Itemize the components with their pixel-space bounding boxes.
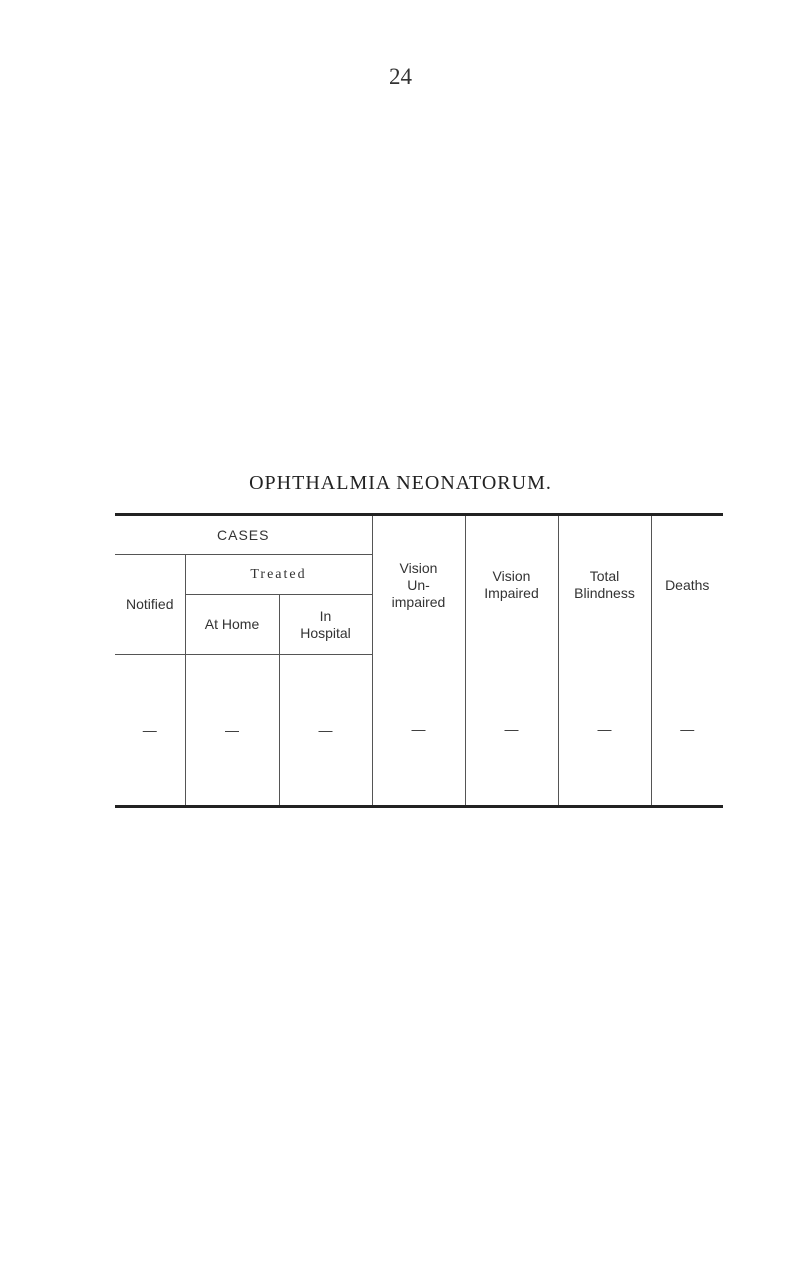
total-blindness-line2: Blindness (574, 585, 635, 602)
notified-header: Notified (115, 555, 185, 655)
vision-impaired-line1: Vision (492, 568, 531, 585)
vision-unimpaired-line1: Vision (399, 559, 438, 576)
deaths-value: — (651, 655, 723, 807)
total-blindness-header (558, 515, 651, 655)
table-row (115, 655, 723, 807)
statistics-table-container (115, 513, 723, 808)
in-hospital-value: — (279, 655, 372, 807)
at-home-header: At Home (185, 595, 279, 655)
notified-value: — (142, 721, 157, 738)
cases-header: CASES (115, 515, 372, 555)
vision-unimpaired-header (372, 515, 465, 655)
vision-impaired-header (465, 515, 558, 655)
document-title: OPHTHALMIA NEONATORUM. (249, 472, 552, 494)
vision-impaired-value: — (465, 655, 558, 807)
in-hospital-header (279, 595, 372, 655)
total-blindness-value: — (558, 655, 651, 807)
deaths-header: Deaths (651, 515, 723, 655)
ophthalmia-statistics-table (115, 513, 723, 808)
total-blindness-line1: Total (589, 568, 620, 585)
vision-unimpaired-line2: Un- (407, 576, 430, 593)
treated-header: Treated (185, 555, 372, 595)
in-hospital-line1: In (319, 607, 332, 624)
page-number: 24 (389, 64, 412, 89)
at-home-value: — (185, 655, 279, 807)
vision-unimpaired-line3: impaired (391, 593, 446, 610)
in-hospital-line2: Hospital (300, 624, 351, 641)
vision-unimpaired-value: — (372, 655, 465, 807)
vision-impaired-line2: Impaired (484, 585, 539, 602)
